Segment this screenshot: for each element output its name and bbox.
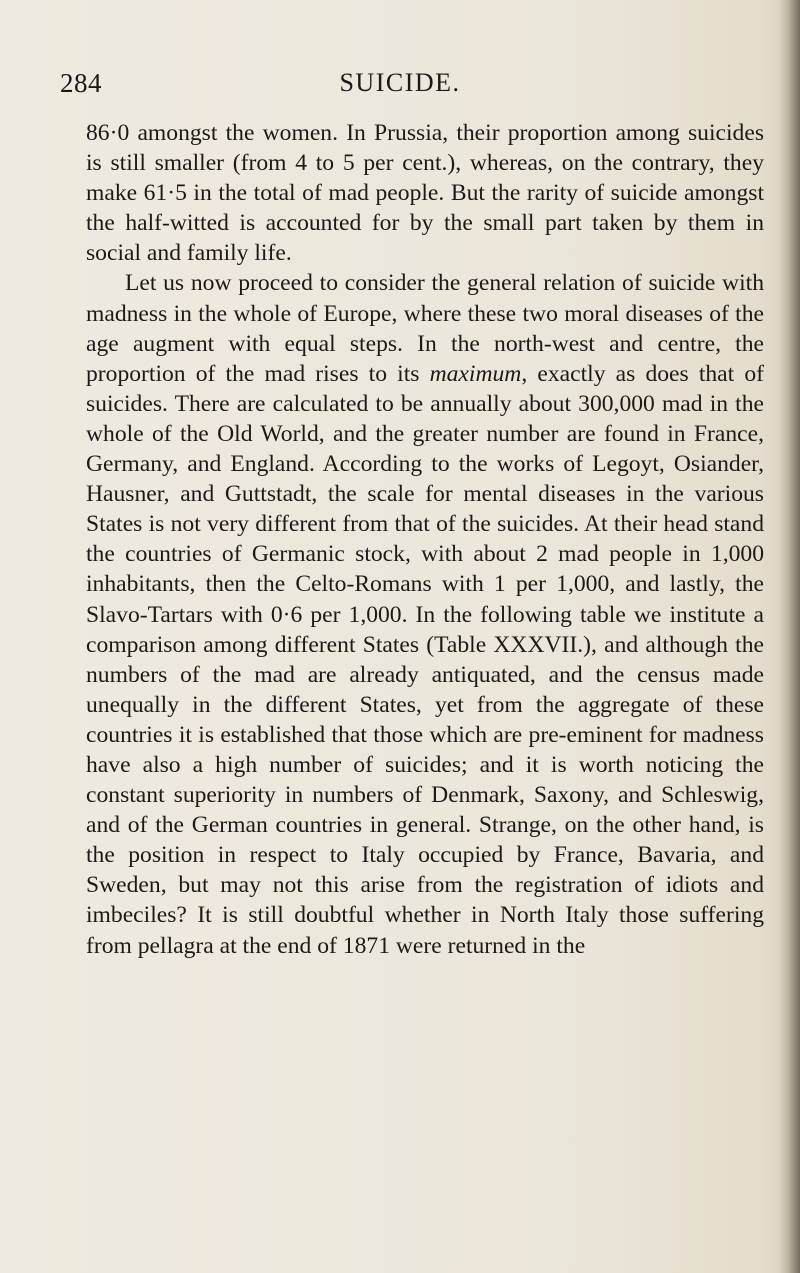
italic-term: maximum	[429, 360, 522, 387]
paragraph-europe-relation	[86, 268, 764, 960]
page-number: 284	[60, 68, 102, 98]
paragraph-continuation: 86·0 amongst the women. In Prussia, their proportion among suicides is still smaller (from 4 to 5 per cent.), whereas, on the contrary, they make 61·5 in the total of mad people. But the rarity of suicide amongst the half-witted is accounted for by the small part taken by them in social and family life.	[86, 120, 764, 267]
running-head: SUICIDE.	[339, 68, 461, 97]
paragraph-text-segment: Let us now proceed to consider the general relation of suicide with madness in the whole of Europe, where these two moral diseases of the age augment with equal steps. In the north-west and centre, the proportion of the mad rises to its	[86, 270, 764, 387]
page-header	[60, 68, 740, 108]
page-edge-shadow	[778, 0, 800, 1273]
body-text	[86, 118, 764, 961]
paragraph-text-segment: , exactly as does that of suicides. There are calculated to be annually about 300,000 mad in the whole of the Old World, and the greater number are found in France, Germany, and England. According to the works of Legoyt, Osiander, Hausner, and Guttstadt, the scale for mental diseases in the various States is not very different from that of the suicides. At their head stand the countries of Germanic stock, with about 2 mad people in 1,000 inhabitants, then the Celto-Romans with 1 per 1,000, and lastly, the Slavo-Tartars with 0·6 per 1,000. In the following table we institute a comparison among different States (Table XXXVII.), and although the numbers of the mad are already antiquated, and the census made unequally in the different States, yet from the aggregate of these countries it is established that those which are pre-eminent for madness have also a high number of suicides; and it is worth noticing the constant superiority in numbers of Denmark, Saxony, and Schleswig, and of the German countries in general. Strange, on the other hand, is the position in respect to Italy occupied by France, Bavaria, and Sweden, but may not this arise from the registration of idiots and imbeciles? It is still doubtful whether in North Italy those suffering from pellagra at the end of 1871 were returned in the	[86, 360, 764, 959]
